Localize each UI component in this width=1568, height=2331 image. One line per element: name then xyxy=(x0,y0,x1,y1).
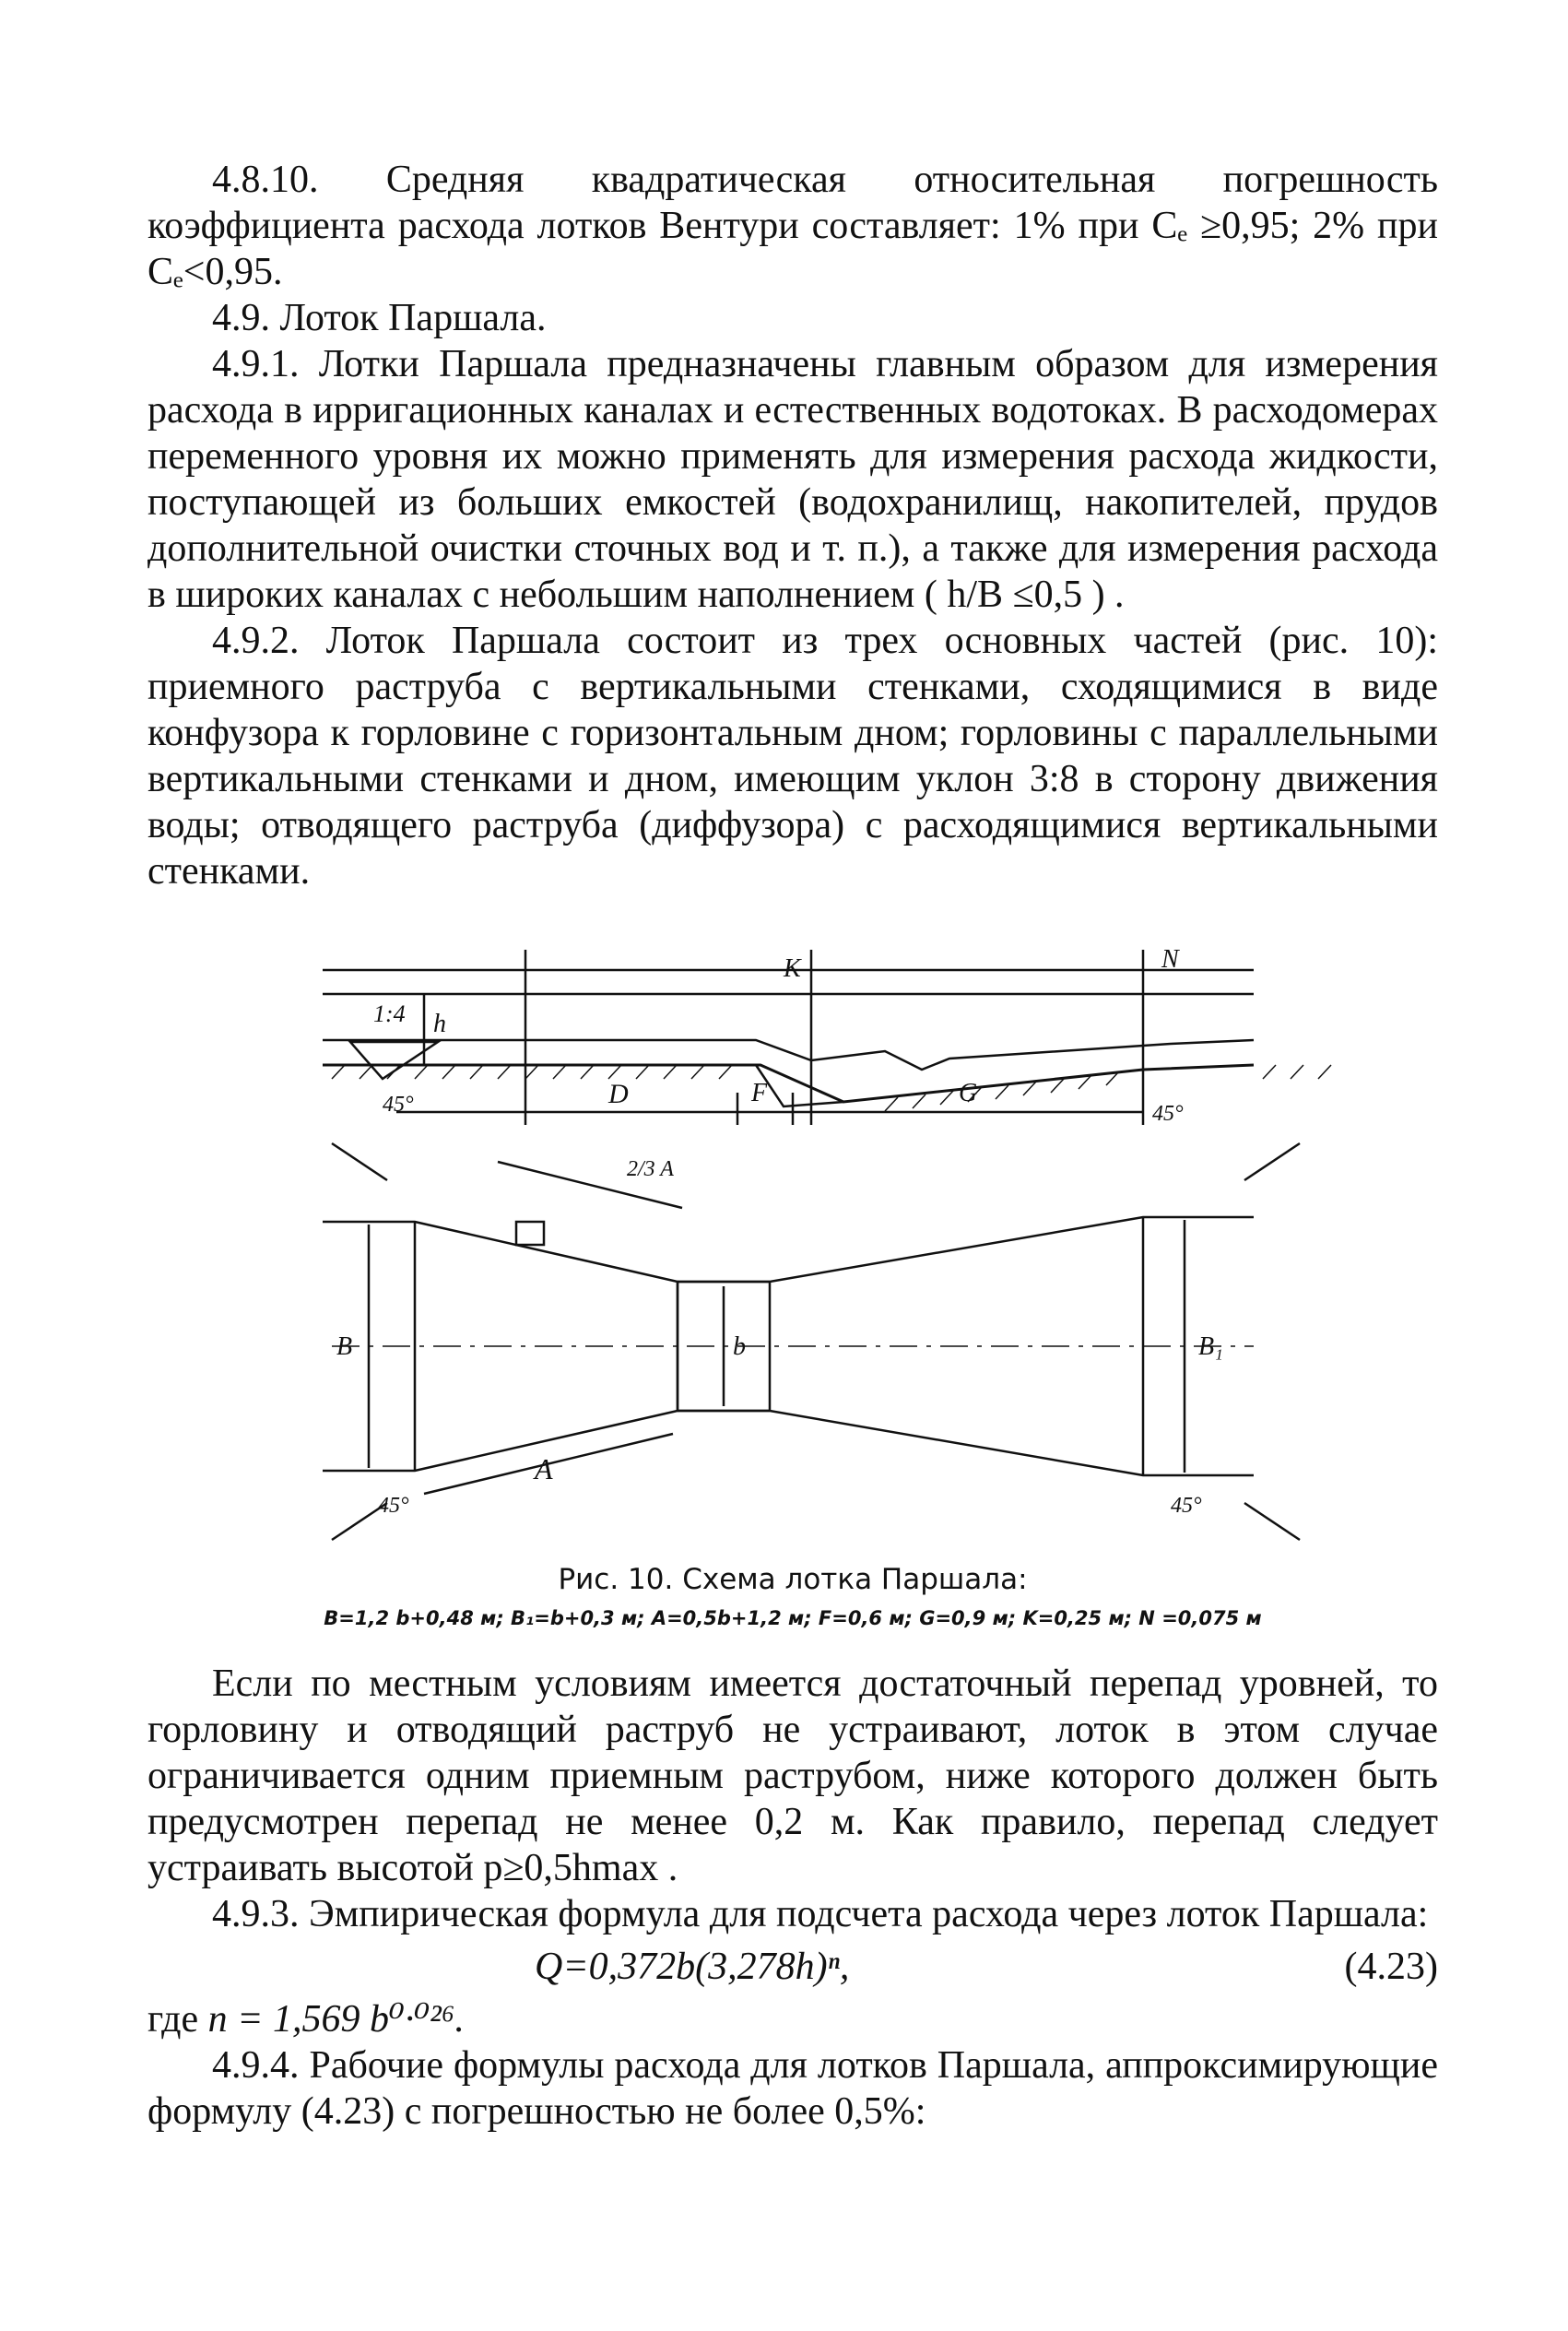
label-angle-bottom-right: 45° xyxy=(1171,1494,1202,1518)
label-D: D xyxy=(608,1079,629,1109)
figure-caption: Рис. 10. Схема лотка Паршала: xyxy=(558,1563,1028,1596)
formula-4-23 xyxy=(147,1937,1438,1996)
label-b: b xyxy=(733,1332,746,1361)
document-page xyxy=(147,157,1438,2135)
paragraph-4-8-10: 4.8.10. Средняя квадратическая относительная погрешность коэффициента расхода лотков Вентури составляет: 1% при Cₑ ≥0,95; 2% при Cₑ<0,95. xyxy=(147,159,1438,293)
equation-number: (4.23) xyxy=(1344,1946,1438,1988)
formula-where xyxy=(147,1996,1438,2042)
figure-10 xyxy=(147,931,1438,1629)
label-angle-bottom-left: 45° xyxy=(378,1494,409,1518)
parshall-flume-diagram xyxy=(147,931,1438,1558)
paragraph-level-drop: Если по местным условиям имеется достаточный перепад уровней, то горловину и отводящий раструб не устраивают, лоток в этом случае ограничивается одним приемным раструбом, ниже которого должен быть предусмотрен перепад не менее 0,2 м. Как правило, перепад следует устраивать высотой p≥0,5hmax . xyxy=(147,1662,1438,1889)
label-B1: B₁ xyxy=(1198,1332,1223,1361)
label-slope: 1:4 xyxy=(373,1000,406,1027)
heading-4-9: 4.9. Лоток Паршала. xyxy=(212,297,547,339)
label-angle-top-left: 45° xyxy=(383,1093,414,1117)
label-N: N xyxy=(1161,945,1179,974)
paragraph-4-9-3: 4.9.3. Эмпирическая формула для подсчета расхода через лоток Паршала: xyxy=(212,1893,1429,1935)
label-A: A xyxy=(535,1452,553,1485)
figure-legend: B=1,2 b+0,48 м; B₁=b+0,3 м; A=0,5b+1,2 м; F=0,6 м; G=0,9 м; K=0,25 м; N =0,075 м xyxy=(324,1607,1262,1629)
label-G: G xyxy=(959,1079,978,1107)
label-two-thirds-a: 2/3 A xyxy=(627,1157,674,1181)
label-F: F xyxy=(751,1079,768,1107)
label-K: K xyxy=(784,954,801,983)
paragraph-4-9-4: 4.9.4. Рабочие формулы расхода для лотков Паршала, аппроксимирующие формулу (4.23) с погрешностью не более 0,5%: xyxy=(147,2044,1438,2133)
where-lead: где xyxy=(147,1998,199,2041)
where-formula: n = 1,569 b⁰·⁰²⁶. xyxy=(207,1998,465,2041)
formula-text: Q=0,372b(3,278h)ⁿ, xyxy=(535,1946,850,1988)
label-B: B xyxy=(336,1332,353,1361)
label-h: h xyxy=(433,1010,446,1038)
paragraph-4-9-1: 4.9.1. Лотки Паршала предназначены главным образом для измерения расхода в ирригационных каналах и естественных водотоках. В расходомерах переменного уровня их можно применять для измерения расхода жидкости, поступающей из больших емкостей (водохранилищ, накопителей, прудов дополнительной очистки сточных вод и т. п.), а также для измерения расхода в широких каналах с небольшим наполнением ( h/B ≤0,5 ) . xyxy=(147,343,1438,616)
label-angle-top-right: 45° xyxy=(1152,1102,1184,1126)
paragraph-4-9-2: 4.9.2. Лоток Паршала состоит из трех основных частей (рис. 10): приемного раструба с вертикальными стенками, сходящимися в виде конфузора к горловине с горизонтальным дном; горловины с параллельными вертикальными стенками и дном, имеющим уклон 3:8 в сторону движения воды; отводящего раструба (диффузора) с расходящимися вертикальными стенками. xyxy=(147,620,1438,893)
